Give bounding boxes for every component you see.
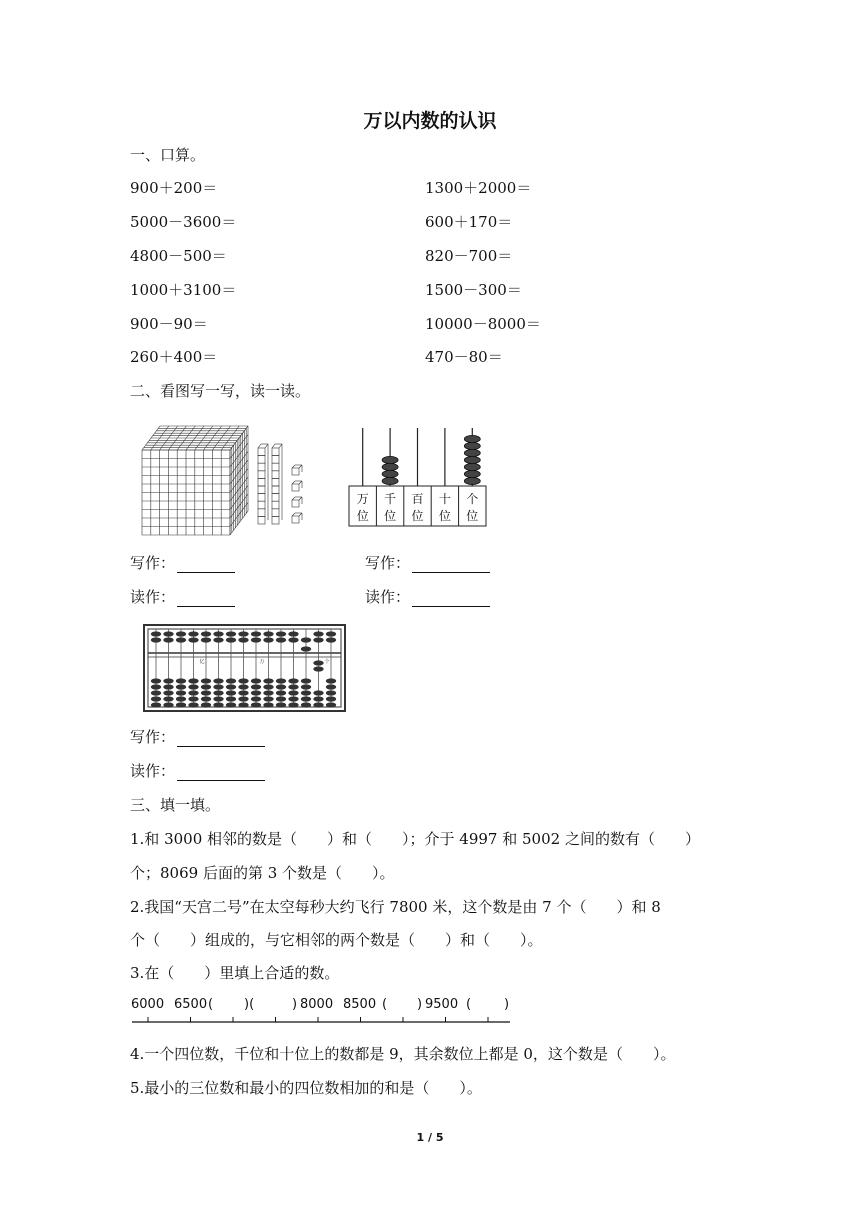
read-row-1 <box>130 587 235 607</box>
place-label-wei: 位 <box>411 509 424 523</box>
number-line-paren: ) <box>292 997 298 1012</box>
number-line-label: 8000 <box>300 997 334 1012</box>
answer-blank[interactable] <box>177 590 235 607</box>
answer-blank[interactable] <box>412 556 490 573</box>
number-line-paren: )( <box>244 997 255 1012</box>
suanpan-mark-ge: 个 <box>324 659 330 665</box>
number-line-label: 6000 <box>131 997 165 1012</box>
write-label: 写作： <box>130 554 176 572</box>
place-label-wan: 万 <box>356 492 369 506</box>
calc-item: 900－90＝ <box>130 315 208 333</box>
calc-item: 1500－300＝ <box>425 281 522 299</box>
write-row-2 <box>365 553 490 573</box>
write-row-1 <box>130 553 235 573</box>
section2-heading: 二、看图写一写，读一读。 <box>130 382 311 400</box>
answer-blank[interactable] <box>412 590 490 607</box>
question-1-line-2: 个；8069 后面的第 3 个数是（ ）。 <box>130 864 395 882</box>
calc-item: 5000－3600＝ <box>130 213 237 231</box>
number-line-paren: ) <box>504 997 510 1012</box>
read-label: 读作： <box>130 588 176 606</box>
calc-item: 820－700＝ <box>425 247 513 265</box>
counting-abacus-image <box>343 422 503 537</box>
calc-item: 1300＋2000＝ <box>425 179 532 197</box>
question-5: 5.最小的三位数和最小的四位数相加的和是（ ）。 <box>130 1079 482 1097</box>
calc-item: 900＋200＝ <box>130 179 218 197</box>
section1-heading: 一、口算。 <box>130 146 206 164</box>
number-line-paren: ( <box>466 997 472 1012</box>
number-line-paren: ( <box>382 997 388 1012</box>
section3-heading: 三、填一填。 <box>130 796 221 814</box>
place-value-blocks-image <box>140 420 310 538</box>
question-4: 4.一个四位数，千位和十位上的数都是 9，其余数位上都是 0，这个数是（ ）。 <box>130 1045 676 1063</box>
write-label: 写作： <box>365 554 411 572</box>
suanpan-mark-wan: 万 <box>259 659 265 665</box>
question-2-line-1: 2.我国“天宫二号”在太空每秒大约飞行 7800 米，这个数是由 7 个（ ）和 8 <box>130 898 661 916</box>
calc-item: 260＋400＝ <box>130 348 218 366</box>
write-row-3 <box>130 727 265 747</box>
page-title: 万以内数的认识 <box>363 110 497 132</box>
calc-item: 600＋170＝ <box>425 213 513 231</box>
question-1-line-1: 1.和 3000 相邻的数是（ ）和（ ）；介于 4997 和 5002 之间的数有（ ） <box>130 830 700 848</box>
place-label-bai: 百 <box>411 492 424 506</box>
answer-blank[interactable] <box>177 730 265 747</box>
read-row-2 <box>365 587 490 607</box>
place-label-wei: 位 <box>356 509 369 523</box>
read-label: 读作： <box>365 588 411 606</box>
answer-blank[interactable] <box>177 764 265 781</box>
number-line-label: 9500 <box>425 997 459 1012</box>
suanpan-image <box>142 623 348 713</box>
calc-item: 1000＋3100＝ <box>130 281 237 299</box>
place-label-wei: 位 <box>466 509 479 523</box>
answer-blank[interactable] <box>177 556 235 573</box>
question-2-line-2: 个（ ）组成的，与它相邻的两个数是（ ）和（ ）。 <box>130 931 543 949</box>
calc-item: 4800－500＝ <box>130 247 227 265</box>
number-line-paren: ( <box>208 997 214 1012</box>
number-line-label: 6500 <box>174 997 208 1012</box>
place-label-shi: 十 <box>438 492 451 506</box>
place-label-wei: 位 <box>384 509 397 523</box>
write-label: 写作： <box>130 728 176 746</box>
question-3: 3.在（ ）里填上合适的数。 <box>130 964 340 982</box>
read-row-3 <box>130 761 265 781</box>
suanpan-mark-yi: 亿 <box>199 659 205 665</box>
place-label-ge: 个 <box>466 492 479 506</box>
page-number: 1 / 5 <box>416 1131 444 1144</box>
number-line-label: 8500 <box>343 997 377 1012</box>
number-line <box>128 993 518 1027</box>
calc-item: 470－80＝ <box>425 348 503 366</box>
place-label-qian: 千 <box>384 492 397 506</box>
calc-item: 10000－8000＝ <box>425 315 541 333</box>
read-label: 读作： <box>130 762 176 780</box>
number-line-paren: ) <box>417 997 423 1012</box>
place-label-wei: 位 <box>438 509 451 523</box>
